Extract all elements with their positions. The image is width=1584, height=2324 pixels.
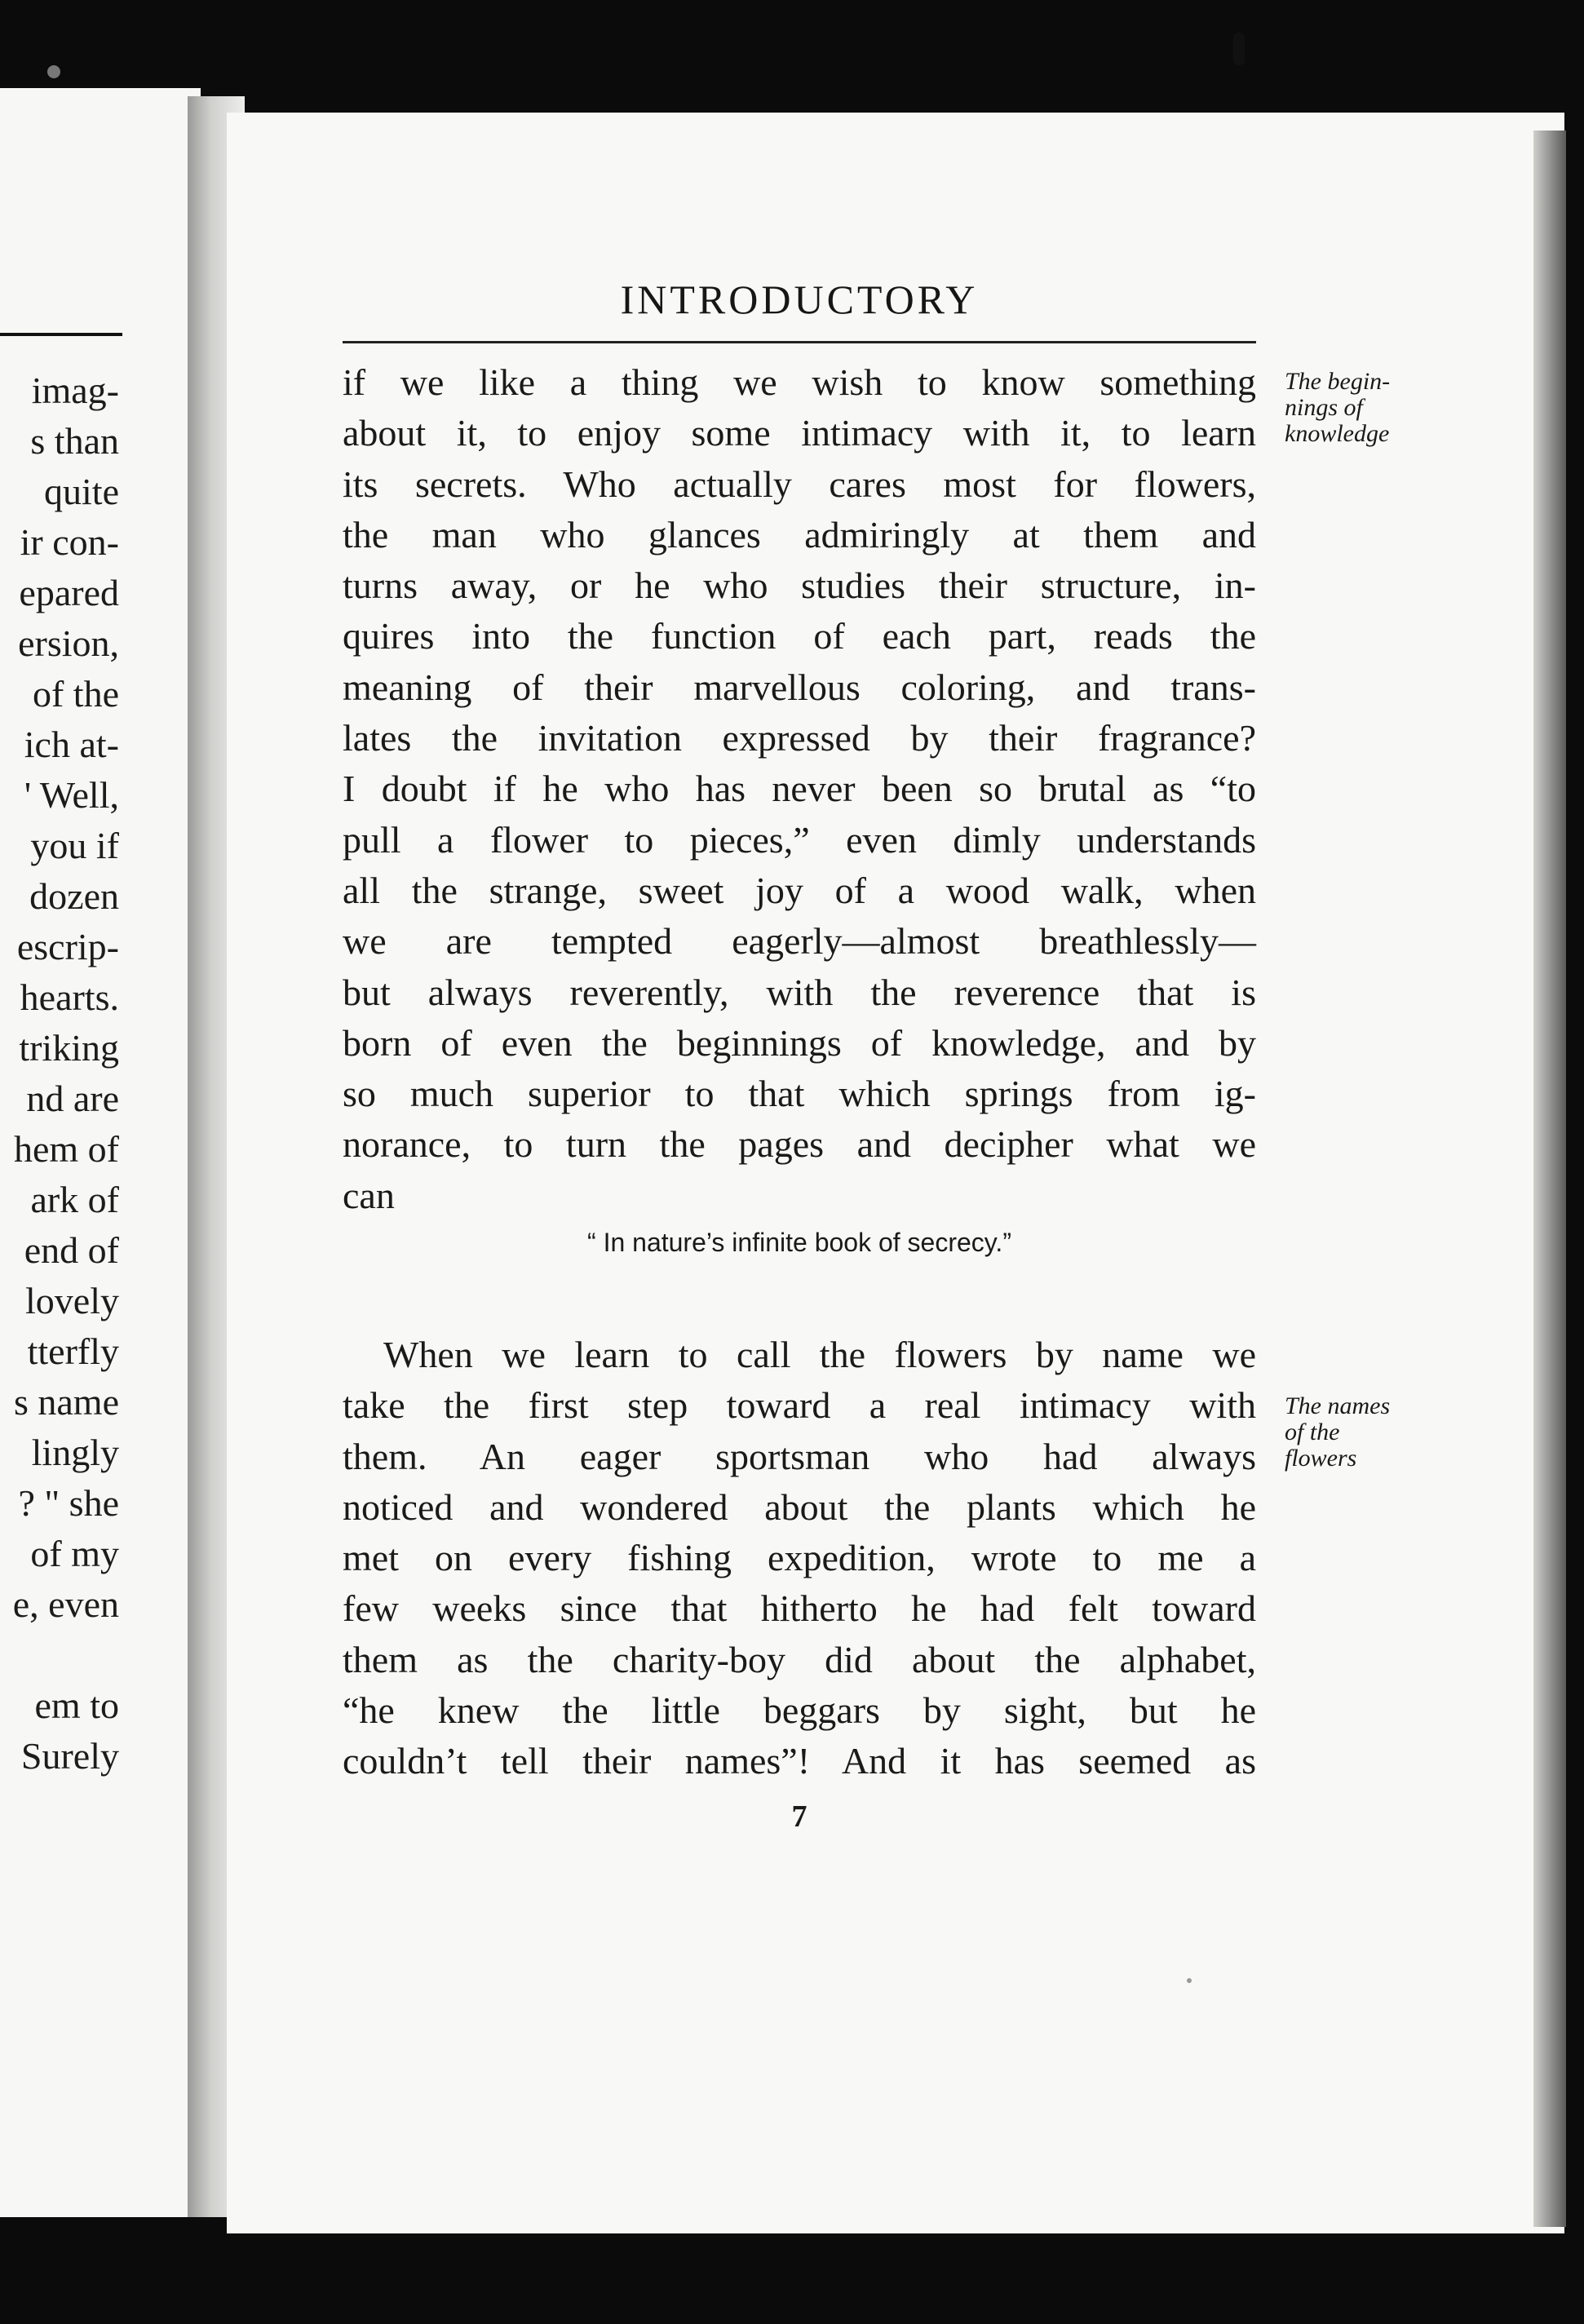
text-line: born of even the beginnings of knowledge, and by xyxy=(343,1021,1256,1064)
text-line: turns away, or he who studies their structure, in- xyxy=(343,564,1256,607)
sidenote-line: of the xyxy=(1285,1419,1340,1445)
previous-page-line: escrip- xyxy=(16,926,119,967)
text-line: I doubt if he who has never been so brutal as “to xyxy=(343,768,1256,810)
text-line: but always reverently, with the reverence that is xyxy=(343,971,1256,1013)
previous-page-line: ich at- xyxy=(24,724,119,765)
previous-page-line: s name xyxy=(13,1381,119,1423)
sidenote-line: The begin- xyxy=(1285,368,1391,395)
scan-speck xyxy=(1233,33,1245,65)
sidenote-names-of-flowers xyxy=(1285,1393,1431,1472)
text-line: can xyxy=(343,1174,395,1216)
previous-page-line: you if xyxy=(30,825,119,866)
running-head: INTRODUCTORY xyxy=(620,277,979,322)
text-line: noticed and wondered about the plants which he xyxy=(343,1485,1256,1528)
sidenote-beginnings-of-knowledge xyxy=(1285,369,1431,447)
block-quote: “ In nature’s infinite book of secrecy.” xyxy=(587,1228,1011,1257)
text-line: When we learn to call the flowers by name we xyxy=(383,1334,1256,1375)
previous-page-line: triking xyxy=(19,1027,119,1069)
text-line: all the strange, sweet joy of a wood walk, when xyxy=(343,869,1256,911)
text-line: met on every fishing expedition, wrote to me a xyxy=(343,1537,1256,1579)
previous-page-line: tterfly xyxy=(27,1330,119,1372)
previous-page-line: of the xyxy=(32,673,119,715)
previous-page-line: dozen xyxy=(29,875,119,917)
previous-page-line: imag- xyxy=(31,370,119,411)
running-head-rule xyxy=(343,341,1256,343)
text-line: the man who glances admiringly at them and xyxy=(343,513,1256,556)
previous-page-line: lingly xyxy=(31,1432,119,1473)
previous-page-line: hearts. xyxy=(20,976,119,1018)
previous-page-line: lovely xyxy=(25,1280,119,1321)
sidenote-line: nings of xyxy=(1285,394,1363,421)
previous-page-line: e, even xyxy=(12,1583,119,1625)
previous-page-line: hem of xyxy=(13,1128,119,1170)
text-line: pull a flower to pieces,” even dimly understands xyxy=(343,818,1256,861)
previous-page-line: ? " she xyxy=(18,1482,119,1524)
text-line: its secrets. Who actually cares most for flowers, xyxy=(343,463,1256,505)
text-line: them. An eager sportsman who had always xyxy=(343,1435,1256,1477)
previous-page-line: of my xyxy=(30,1533,119,1574)
previous-page-line: epared xyxy=(19,572,119,613)
sidenote-line: The names xyxy=(1285,1392,1391,1419)
previous-page-line: quite xyxy=(44,471,119,512)
scan-speck xyxy=(1187,1978,1192,1983)
text-line: we are tempted eagerly—almost breathlessly— xyxy=(343,920,1256,963)
previous-page-rule xyxy=(0,333,122,336)
text-line: take the first step toward a real intimacy with xyxy=(343,1384,1256,1427)
page-number: 7 xyxy=(791,1799,807,1834)
text-line: couldn’t tell their names”! And it has seemed as xyxy=(343,1740,1256,1782)
text-line: about it, to enjoy some intimacy with it, to learn xyxy=(343,412,1256,454)
previous-page-line: em to xyxy=(34,1684,119,1726)
text-line: few weeks since that hitherto he had felt toward xyxy=(343,1587,1256,1630)
text-line: lates the invitation expressed by their fragrance? xyxy=(343,717,1256,759)
previous-page-line: nd are xyxy=(26,1078,119,1119)
text-line: if we like a thing we wish to know something xyxy=(343,361,1256,403)
previous-page-line: s than xyxy=(30,420,119,462)
text-line: “he knew the little beggars by sight, but he xyxy=(343,1689,1256,1732)
previous-page-line: end of xyxy=(24,1229,119,1271)
scan-speck xyxy=(47,65,60,78)
sidenote-line: flowers xyxy=(1285,1445,1357,1472)
text-line: meaning of their marvellous coloring, and trans- xyxy=(343,666,1256,708)
previous-page-line: Surely xyxy=(20,1735,119,1777)
previous-page-line: ' Well, xyxy=(24,774,119,816)
page-edge xyxy=(1533,131,1566,2227)
previous-page-text xyxy=(13,365,119,1782)
text-line: norance, to turn the pages and decipher what we xyxy=(343,1123,1256,1166)
text-line: so much superior to that which springs from ig- xyxy=(343,1073,1256,1115)
sidenote-line: knowledge xyxy=(1285,420,1390,447)
previous-page-line: ark of xyxy=(30,1179,119,1220)
previous-page-line xyxy=(13,1630,119,1680)
text-line: them as the charity-boy did about the alphabet, xyxy=(343,1638,1256,1680)
previous-page-line: ersion, xyxy=(18,622,119,664)
paragraph-1 xyxy=(343,357,1256,1221)
previous-page-line: ir con- xyxy=(20,521,119,563)
previous-page-fragment xyxy=(0,88,201,2217)
text-line: quires into the function of each part, reads the xyxy=(343,615,1256,657)
paragraph-2 xyxy=(343,1330,1256,1787)
